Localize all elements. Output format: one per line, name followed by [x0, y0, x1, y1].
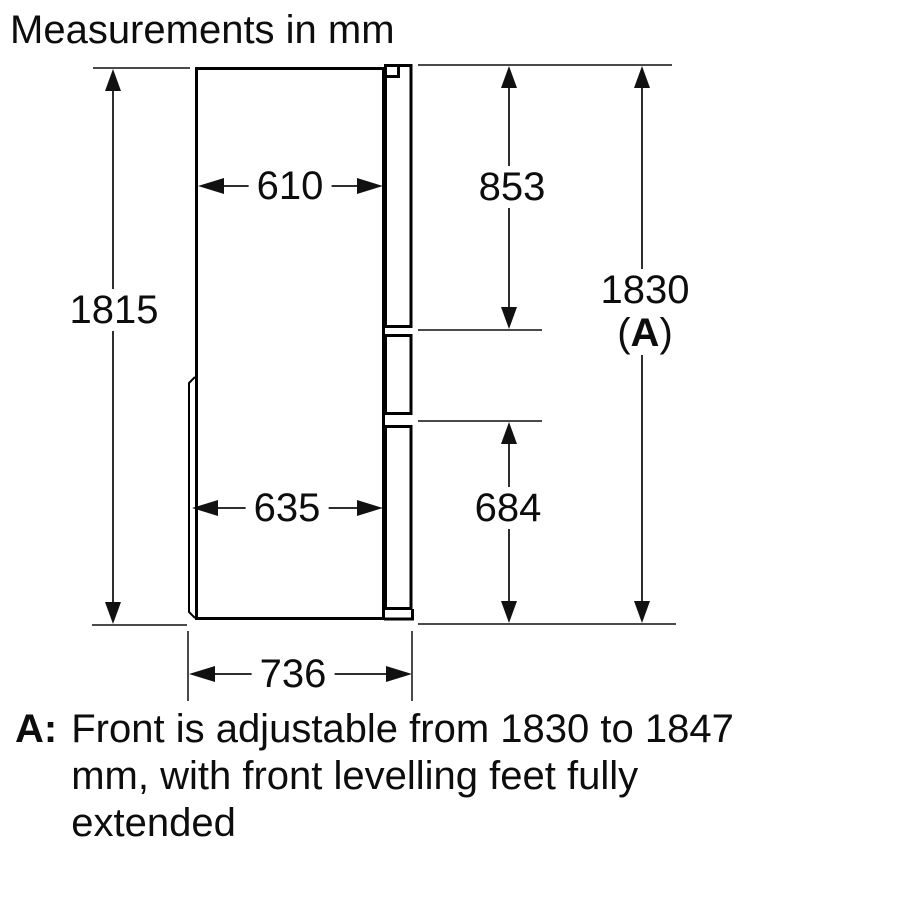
footnote-line-2: mm, with front levelling feet fully	[71, 754, 639, 798]
arrow-left-736	[189, 666, 215, 682]
dim-label-lower-section: 684	[467, 487, 550, 529]
fridge-outline	[189, 66, 414, 620]
arrow-up-1830	[634, 66, 650, 88]
fridge-drawer-lower	[386, 427, 412, 609]
dim-label-total-height: 1830	[600, 268, 690, 312]
arrow-up-684	[501, 422, 517, 444]
arrow-down-684	[501, 601, 517, 623]
dim-label-total-height-group	[593, 269, 698, 355]
fridge-back-panel	[189, 377, 195, 618]
dim-label-depth-without-door: 635	[246, 487, 329, 529]
arrow-down-1830	[634, 601, 650, 623]
arrow-right-736	[386, 666, 412, 682]
page-title: Measurements in mm	[10, 8, 395, 52]
footnote-line-3: extended	[71, 801, 236, 845]
footnote-line-1: Front is adjustable from 1830 to 1847	[71, 707, 734, 751]
dim-label-total-depth: 736	[252, 653, 335, 695]
footnote-label: A:	[15, 707, 58, 751]
footnote	[15, 706, 805, 847]
fridge-drawer-middle	[386, 336, 412, 414]
dim-label-total-height-ref: (A)	[617, 311, 673, 355]
dim-label-upper-section: 853	[471, 166, 554, 208]
fridge-door-upper	[386, 66, 412, 327]
footnote-text	[71, 706, 805, 847]
dimension-arrowheads	[105, 66, 650, 682]
arrow-up-1815	[105, 69, 121, 91]
arrow-down-853	[501, 307, 517, 329]
arrow-left-610	[198, 178, 224, 194]
fridge-body	[197, 69, 384, 619]
arrow-right-635	[357, 500, 383, 516]
dim-label-body-height: 1815	[62, 289, 167, 331]
fridge-door-hinge	[386, 66, 399, 77]
dim-label-body-depth: 610	[249, 165, 332, 207]
arrow-up-853	[501, 66, 517, 88]
arrow-down-1815	[105, 602, 121, 624]
arrow-right-610	[357, 178, 383, 194]
